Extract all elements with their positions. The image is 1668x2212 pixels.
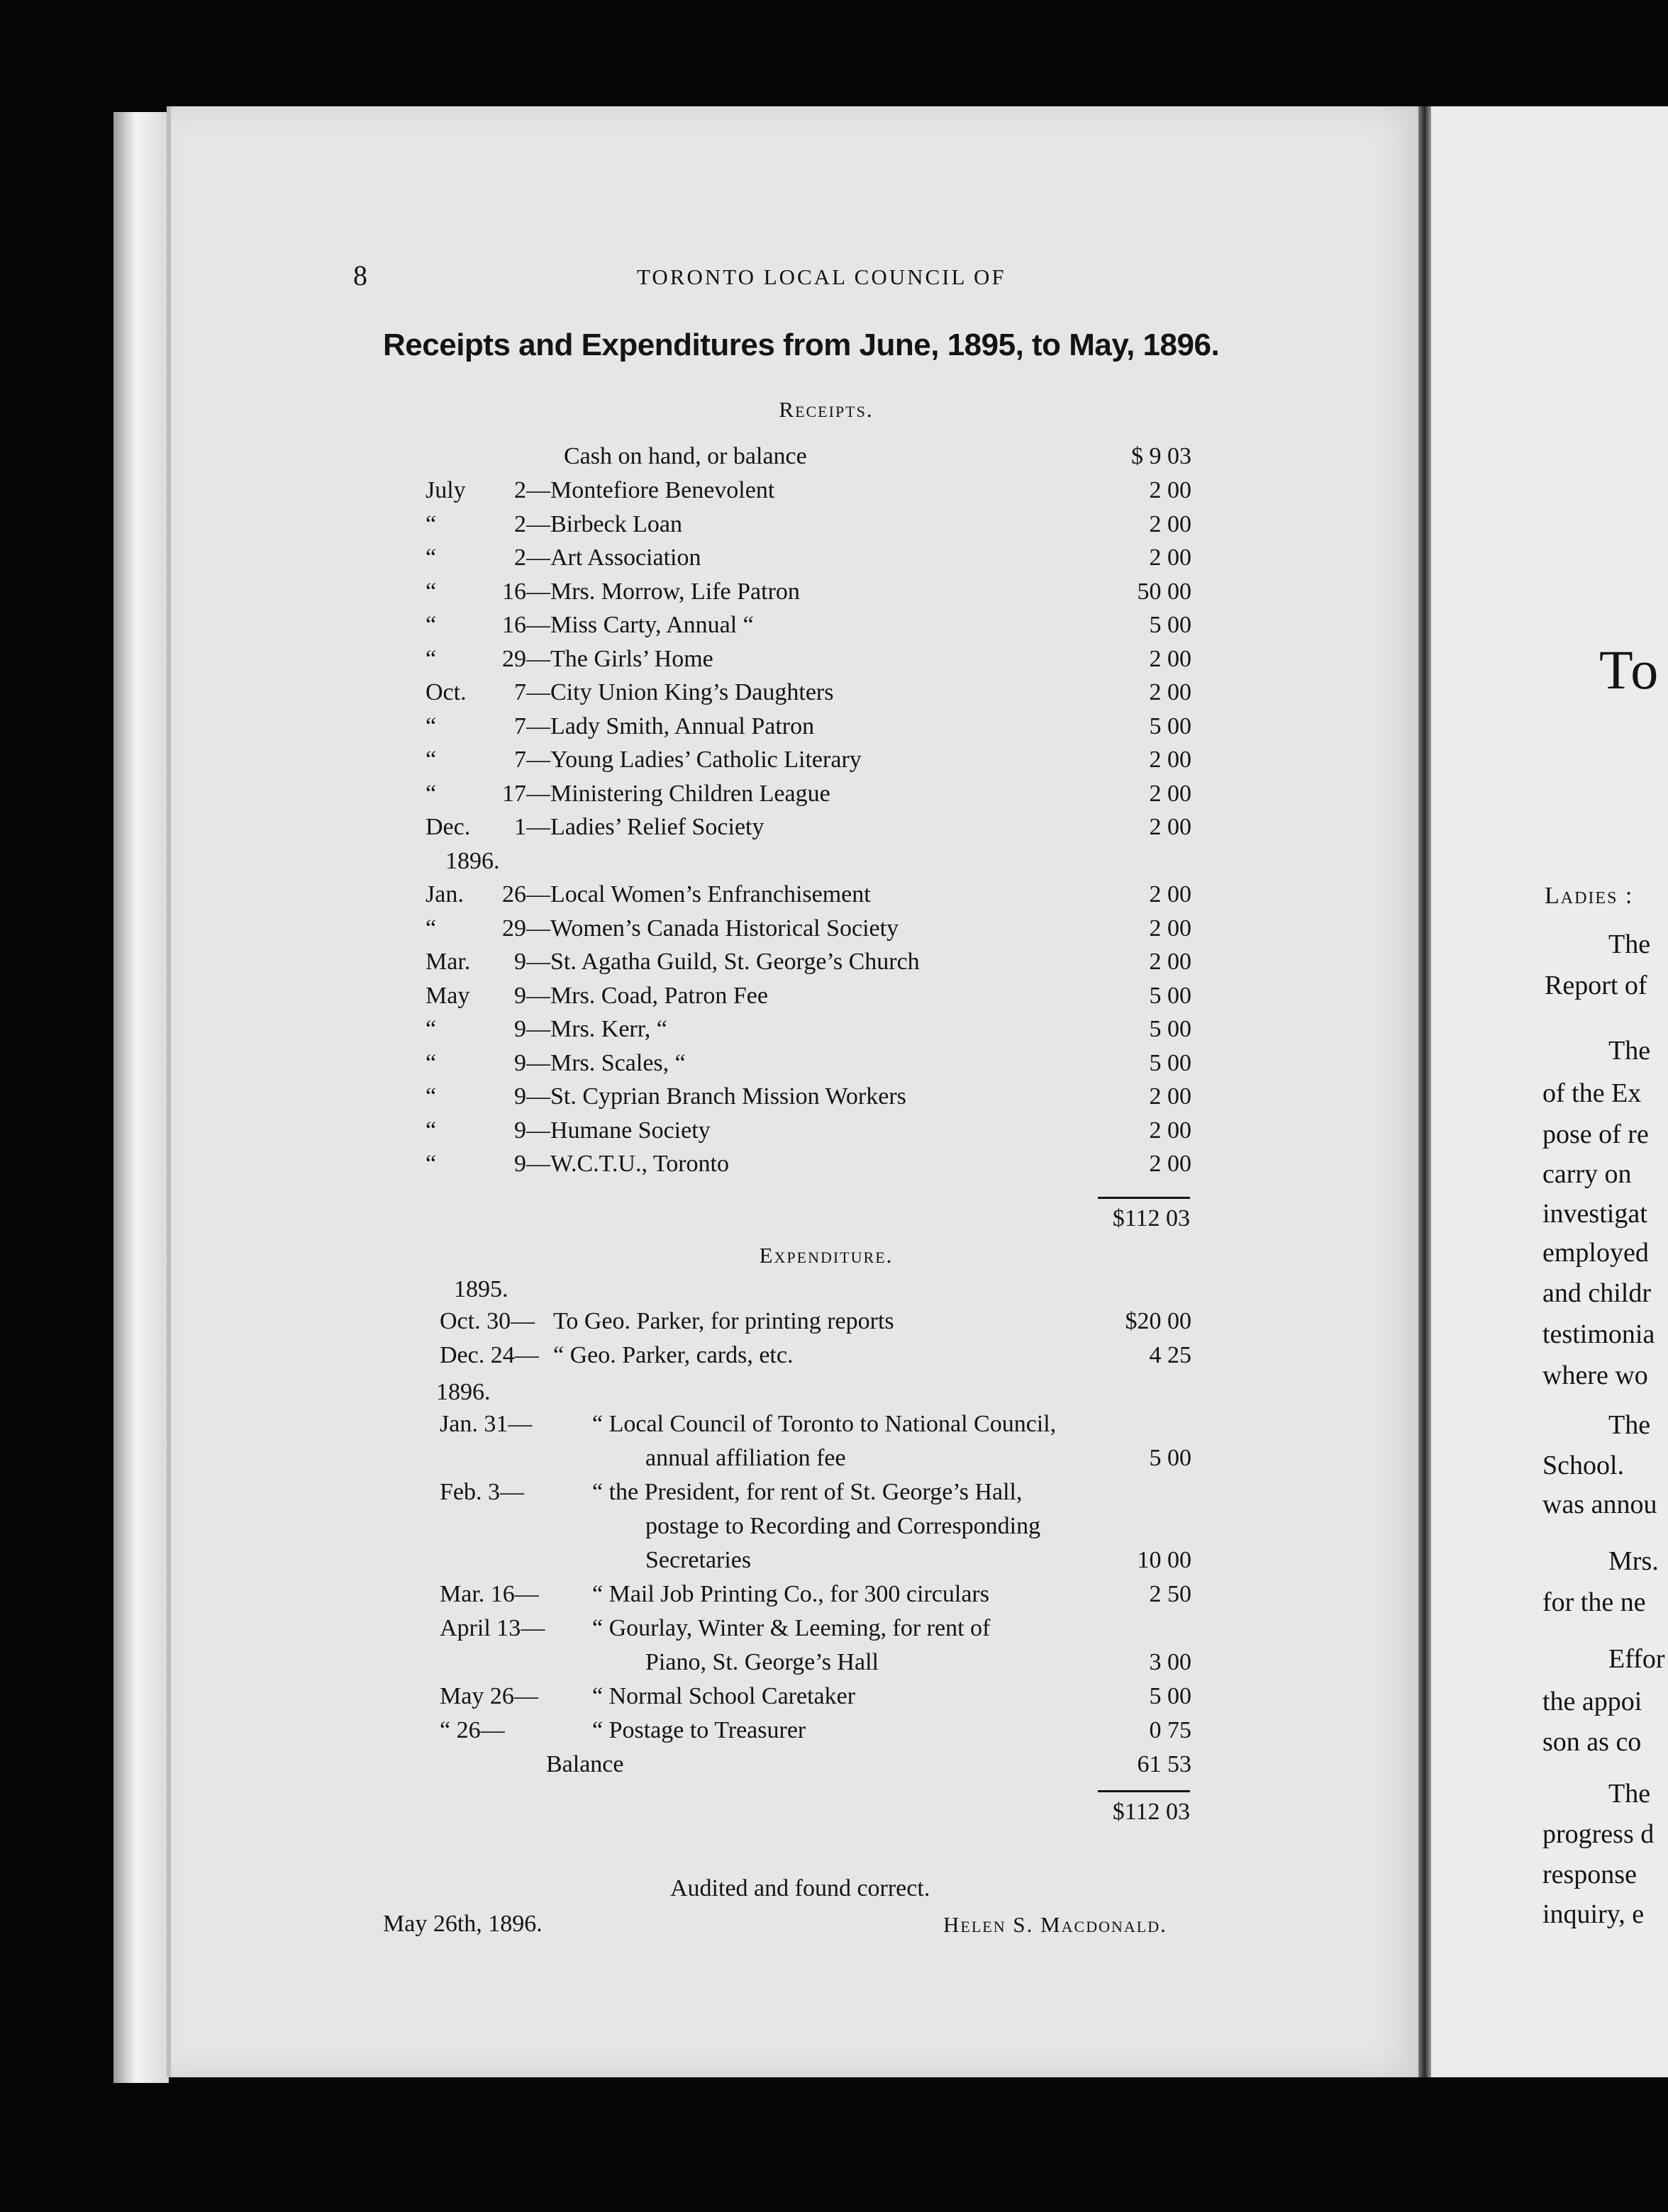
receipt-item: —W.C.T.U., Toronto xyxy=(526,1151,729,1177)
receipt-amount: 5 00 xyxy=(1149,713,1191,739)
expenditure-amount: 2 50 xyxy=(1149,1581,1191,1607)
running-head xyxy=(0,259,1668,294)
right-page-line: School. xyxy=(1542,1451,1625,1480)
receipt-day: 2 xyxy=(514,477,526,503)
receipt-item: —Birbeck Loan xyxy=(526,510,682,537)
right-page-line: Effor xyxy=(1608,1644,1665,1674)
audit-note: Audited and found correct. xyxy=(670,1875,930,1901)
receipt-item: —Montefiore Benevolent xyxy=(526,477,775,503)
expenditure-description: “ Normal School Caretaker xyxy=(592,1683,856,1709)
receipt-item: —Mrs. Scales, “ xyxy=(526,1049,686,1076)
receipt-row xyxy=(426,912,1191,946)
receipt-day: 2 xyxy=(514,544,526,571)
receipt-day: 9 xyxy=(514,1016,526,1042)
receipt-day: 29 xyxy=(502,915,526,942)
receipt-item: —Mrs. Coad, Patron Fee xyxy=(526,982,768,1009)
right-page-line: employed xyxy=(1542,1238,1649,1268)
expenditure-description: “ the President, for rent of St. George’s Hall, xyxy=(592,1479,1023,1505)
right-page-title-fragment: To xyxy=(1599,639,1660,700)
receipt-month: “ xyxy=(426,544,437,571)
receipt-item: —Ladies’ Relief Society xyxy=(526,814,764,840)
receipt-amount: 2 00 xyxy=(1149,477,1191,503)
expenditure-row xyxy=(440,1407,1191,1441)
receipt-row xyxy=(426,810,1191,844)
expenditure-description: To Geo. Parker, for printing reports xyxy=(553,1308,894,1334)
expenditure-row xyxy=(440,1748,1191,1782)
expenditure-row xyxy=(440,1441,1191,1475)
right-page-line: was annou xyxy=(1542,1490,1657,1519)
receipt-month: “ xyxy=(426,713,437,739)
receipt-item: —Art Association xyxy=(526,544,701,571)
expenditure-row xyxy=(440,1680,1191,1714)
receipt-item: —Mrs. Morrow, Life Patron xyxy=(526,578,800,605)
receipt-row xyxy=(426,743,1191,777)
expenditure-date: Mar. 16— xyxy=(440,1581,539,1607)
receipt-item: —The Girls’ Home xyxy=(526,645,713,672)
right-page-line: the appoi xyxy=(1542,1687,1642,1716)
receipt-item: —Young Ladies’ Catholic Literary xyxy=(526,747,862,773)
right-page-line: son as co xyxy=(1542,1727,1642,1757)
expenditure-amount: 10 00 xyxy=(1137,1547,1191,1573)
receipt-item: —St. Agatha Guild, St. George’s Church xyxy=(526,949,920,975)
receipt-row xyxy=(426,508,1191,542)
receipt-month: “ xyxy=(426,915,437,942)
expenditure-total: $112 03 xyxy=(1112,1799,1190,1825)
receipt-day: 17 xyxy=(502,780,526,807)
receipts-total-rule xyxy=(1098,1197,1190,1199)
receipt-amount: 2 00 xyxy=(1149,1117,1191,1144)
expenditure-total-rule xyxy=(1098,1790,1190,1792)
receipt-month: “ xyxy=(426,1117,437,1144)
receipt-day: 29 xyxy=(502,645,526,672)
receipt-day: 7 xyxy=(514,747,526,773)
receipt-month: May xyxy=(426,982,470,1009)
right-page-line: of the Ex xyxy=(1542,1078,1642,1108)
page-title: Receipts and Expenditures from June, 1895, to May, 1896. xyxy=(383,328,1220,362)
receipt-month: “ xyxy=(426,1016,437,1042)
expenditure-date: Jan. 31— xyxy=(440,1411,533,1437)
receipt-amount: 2 00 xyxy=(1149,949,1191,975)
right-page-line: where wo xyxy=(1542,1361,1648,1390)
right-page-line: pose of re xyxy=(1542,1119,1649,1149)
auditor-signature: Helen S. Macdonald. xyxy=(943,1912,1167,1937)
expenditure-description: “ Mail Job Printing Co., for 300 circulars xyxy=(592,1581,989,1607)
running-title: TORONTO LOCAL COUNCIL OF xyxy=(637,264,1006,289)
receipt-amount: 5 00 xyxy=(1149,982,1191,1009)
receipt-amount: 5 00 xyxy=(1149,612,1191,638)
receipt-month: “ xyxy=(426,747,437,773)
receipt-row xyxy=(426,1046,1191,1080)
expenditure-amount: 61 53 xyxy=(1137,1751,1191,1777)
expenditure-date: Feb. 3— xyxy=(440,1479,524,1505)
receipt-row xyxy=(426,979,1191,1013)
expenditure-description: “ Geo. Parker, cards, etc. xyxy=(553,1342,794,1368)
receipt-amount: 2 00 xyxy=(1149,747,1191,773)
receipt-item: —St. Cyprian Branch Mission Workers xyxy=(526,1083,906,1110)
receipt-amount: 50 00 xyxy=(1137,578,1191,605)
receipt-month: “ xyxy=(426,1083,437,1110)
receipt-row xyxy=(426,1114,1191,1148)
receipt-month: Dec. xyxy=(426,814,471,840)
receipt-amount: 2 00 xyxy=(1149,1083,1191,1110)
right-page-line: carry on xyxy=(1542,1159,1632,1189)
expenditure-amount: 3 00 xyxy=(1149,1649,1191,1675)
expenditure-date: Dec. 24— xyxy=(440,1342,539,1368)
receipt-item: —Miss Carty, Annual “ xyxy=(526,612,754,638)
receipt-month: “ xyxy=(426,1049,437,1076)
expenditure-description: “ Gourlay, Winter & Leeming, for rent of xyxy=(592,1615,991,1641)
receipt-row xyxy=(426,1147,1191,1181)
expenditure-row xyxy=(440,1475,1191,1509)
expenditure-row xyxy=(440,1714,1191,1748)
receipt-row xyxy=(426,878,1191,912)
receipt-month: Jan. xyxy=(426,881,464,907)
cash-on-hand-amount: $ 9 03 xyxy=(1131,443,1191,469)
expenditure-row xyxy=(440,1543,1191,1577)
receipts-heading: Receipts. xyxy=(779,397,874,422)
right-page-line: The xyxy=(1608,1036,1651,1066)
receipt-day: 9 xyxy=(514,949,526,975)
receipt-amount: 2 00 xyxy=(1149,1151,1191,1177)
expenditure-amount: $20 00 xyxy=(1125,1308,1191,1334)
right-page-line: Ladies : xyxy=(1545,883,1634,909)
receipt-row xyxy=(426,1080,1191,1114)
receipt-month: Oct. xyxy=(426,679,467,705)
right-page-line: response xyxy=(1542,1860,1637,1889)
expenditure-amount: 0 75 xyxy=(1149,1717,1191,1743)
expenditure-description: postage to Recording and Corresponding xyxy=(645,1513,1041,1539)
year-1896-label: 1896. xyxy=(445,847,500,874)
right-page-line: Mrs. xyxy=(1608,1546,1659,1576)
receipt-day: 2 xyxy=(514,510,526,537)
expenditure-row xyxy=(440,1577,1191,1611)
receipt-amount: 2 00 xyxy=(1149,881,1191,907)
receipt-item: —Humane Society xyxy=(526,1117,711,1144)
receipt-day: 9 xyxy=(514,1083,526,1110)
receipt-row xyxy=(426,642,1191,676)
receipt-amount: 2 00 xyxy=(1149,510,1191,537)
right-page-line: and childr xyxy=(1542,1278,1652,1308)
right-page-line: The xyxy=(1608,1779,1651,1809)
cash-on-hand-row xyxy=(426,440,1191,474)
expenditure-date: April 13— xyxy=(440,1615,545,1641)
receipt-item: —Women’s Canada Historical Society xyxy=(526,915,899,942)
expenditure-date: “ 26— xyxy=(440,1717,505,1743)
right-page-line: progress d xyxy=(1542,1819,1655,1849)
expenditure-description: “ Local Council of Toronto to National Council, xyxy=(592,1411,1057,1437)
receipt-row xyxy=(426,945,1191,979)
receipt-row xyxy=(426,608,1191,642)
expenditure-row xyxy=(440,1339,1191,1373)
receipt-day: 9 xyxy=(514,1117,526,1144)
expenditure-heading: Expenditure. xyxy=(759,1243,894,1268)
expenditure-description: Balance xyxy=(546,1751,624,1777)
receipt-day: 1 xyxy=(514,814,526,840)
receipt-amount: 2 00 xyxy=(1149,814,1191,840)
receipt-row xyxy=(426,541,1191,575)
expenditure-amount: 5 00 xyxy=(1149,1683,1191,1709)
receipt-day: 9 xyxy=(514,1151,526,1177)
expenditure-description: Secretaries xyxy=(645,1547,752,1573)
audit-date: May 26th, 1896. xyxy=(383,1911,543,1937)
receipt-day: 7 xyxy=(514,679,526,705)
receipt-item: —City Union King’s Daughters xyxy=(526,679,834,705)
expenditure-amount: 5 00 xyxy=(1149,1445,1191,1471)
expenditure-description: Piano, St. George’s Hall xyxy=(645,1649,879,1675)
receipt-amount: 2 00 xyxy=(1149,780,1191,807)
receipt-row xyxy=(426,777,1191,811)
expenditure-row xyxy=(440,1509,1191,1543)
right-page-line: inquiry, e xyxy=(1542,1899,1645,1929)
expenditure-row xyxy=(440,1611,1191,1646)
receipt-month: July xyxy=(426,477,466,503)
receipt-row xyxy=(426,710,1191,744)
receipt-month: “ xyxy=(426,578,437,605)
right-page-line: investigat xyxy=(1542,1199,1647,1229)
receipt-amount: 2 00 xyxy=(1149,645,1191,672)
right-page-line: The xyxy=(1608,1410,1651,1440)
receipt-day: 7 xyxy=(514,713,526,739)
right-page-line: The xyxy=(1608,929,1651,959)
receipt-amount: 2 00 xyxy=(1149,915,1191,942)
receipt-amount: 2 00 xyxy=(1149,679,1191,705)
cash-on-hand-label: Cash on hand, or balance xyxy=(564,443,807,469)
year-1896-exp-label: 1896. xyxy=(436,1379,491,1405)
right-page-line: testimonia xyxy=(1542,1319,1655,1349)
expenditure-description: “ Postage to Treasurer xyxy=(592,1717,806,1743)
receipt-amount: 5 00 xyxy=(1149,1016,1191,1042)
right-page-line: for the ne xyxy=(1542,1587,1646,1617)
receipt-month: “ xyxy=(426,612,437,638)
receipt-month: Mar. xyxy=(426,949,471,975)
receipt-day: 26 xyxy=(502,881,526,907)
receipt-day: 16 xyxy=(502,578,526,605)
expenditure-amount: 4 25 xyxy=(1149,1342,1191,1368)
receipts-total: $112 03 xyxy=(1112,1205,1190,1231)
receipt-row xyxy=(426,474,1191,508)
year-1895-label: 1895. xyxy=(454,1276,508,1302)
page-number: 8 xyxy=(353,259,367,291)
expenditure-row xyxy=(440,1646,1191,1680)
receipt-row xyxy=(426,575,1191,609)
expenditure-description: annual affiliation fee xyxy=(645,1445,846,1471)
receipt-item: —Lady Smith, Annual Patron xyxy=(526,713,815,739)
receipt-item: —Local Women’s Enfranchisement xyxy=(526,881,871,907)
expenditure-date: May 26— xyxy=(440,1683,538,1709)
receipt-item: —Mrs. Kerr, “ xyxy=(526,1016,667,1042)
receipt-month: “ xyxy=(426,510,437,537)
receipt-item: —Ministering Children League xyxy=(526,780,830,807)
receipt-day: 9 xyxy=(514,1049,526,1076)
receipt-day: 16 xyxy=(502,612,526,638)
receipt-month: “ xyxy=(426,645,437,672)
right-page-line: Report of xyxy=(1545,971,1647,1000)
receipt-amount: 5 00 xyxy=(1149,1049,1191,1076)
receipt-amount: 2 00 xyxy=(1149,544,1191,571)
receipt-month: “ xyxy=(426,1151,437,1177)
expenditure-date: Oct. 30— xyxy=(440,1308,535,1334)
receipt-row xyxy=(426,676,1191,710)
receipt-row xyxy=(426,1012,1191,1046)
expenditure-row xyxy=(440,1305,1191,1339)
receipt-day: 9 xyxy=(514,982,526,1009)
receipt-month: “ xyxy=(426,780,437,807)
